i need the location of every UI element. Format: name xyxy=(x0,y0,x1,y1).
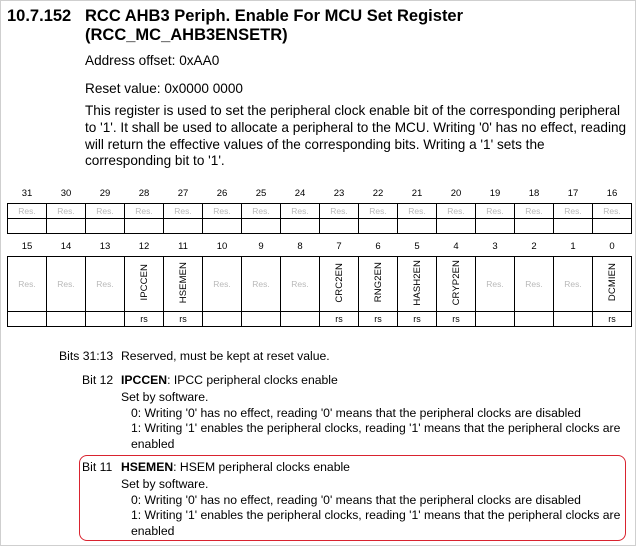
bit-access xyxy=(554,218,593,233)
bit-access xyxy=(515,218,554,233)
bit-field: Res. xyxy=(554,256,593,311)
bit-access: rs xyxy=(593,311,632,326)
register-table-upper xyxy=(7,184,632,234)
bit-number: 17 xyxy=(567,187,579,199)
bit-access xyxy=(554,311,593,326)
bit-number: 21 xyxy=(411,187,423,199)
bit-access xyxy=(242,311,281,326)
bit-field: Res. xyxy=(203,203,242,218)
bit-access xyxy=(320,218,359,233)
register-table-lower xyxy=(7,237,632,327)
bit-access xyxy=(86,311,125,326)
bit-number: 4 xyxy=(453,240,459,252)
access-row xyxy=(8,218,632,233)
bit-field: Res. xyxy=(86,203,125,218)
bit-access xyxy=(8,218,47,233)
bit-number: 13 xyxy=(99,240,111,252)
bit-number: 30 xyxy=(60,187,72,199)
field-row xyxy=(8,203,632,218)
bit-field: Res. xyxy=(281,256,320,311)
bit-field: Res. xyxy=(476,203,515,218)
bit-number: 31 xyxy=(21,187,33,199)
bit12-value1: 1: Writing '1' enables the peripheral clocks, reading '1' means that the peripheral clocks are enabled xyxy=(131,421,621,451)
bit-field: Res. xyxy=(281,203,320,218)
bit-access xyxy=(125,218,164,233)
field-name: CRYP2EN xyxy=(450,259,462,306)
bit12-label: Bit 12 xyxy=(82,373,114,387)
bit-field: Res. xyxy=(398,203,437,218)
bit-number: 10 xyxy=(216,240,228,252)
bit-number: 2 xyxy=(531,240,537,252)
bit-field: Res. xyxy=(47,256,86,311)
bit11-label: Bit 11 xyxy=(82,460,113,474)
bit-access xyxy=(47,218,86,233)
bit-access xyxy=(164,218,203,233)
bit-access xyxy=(281,311,320,326)
bit-access: rs xyxy=(125,311,164,326)
bit-number: 25 xyxy=(255,187,267,199)
bit-access: rs xyxy=(398,311,437,326)
field-name: HASH2EN xyxy=(411,259,423,306)
bit-access xyxy=(8,311,47,326)
bit-field xyxy=(164,256,203,311)
bit-number: 16 xyxy=(606,187,618,199)
bit-access xyxy=(203,218,242,233)
bit-field: Res. xyxy=(47,203,86,218)
bit-field: Res. xyxy=(554,203,593,218)
bit-number: 8 xyxy=(297,240,303,252)
bit12-field-name: IPCCEN xyxy=(121,373,168,387)
reserved-bits-label: Bits 31:13 xyxy=(59,349,114,363)
bit-number: 15 xyxy=(21,240,33,252)
bit-field: Res. xyxy=(515,203,554,218)
bit12-field-desc: : IPCC peripheral clocks enable xyxy=(167,373,338,387)
bit-field: Res. xyxy=(437,203,476,218)
bit-number: 28 xyxy=(138,187,150,199)
bit-number: 7 xyxy=(336,240,342,252)
bit-number-row xyxy=(8,237,632,256)
bit-field: Res. xyxy=(359,203,398,218)
bit11-field-desc: : HSEM peripheral clocks enable xyxy=(173,460,350,474)
bit12-heading xyxy=(121,372,338,388)
bit-access: rs xyxy=(164,311,203,326)
bit-access xyxy=(242,218,281,233)
bit-field: Res. xyxy=(8,203,47,218)
reset-value: Reset value: 0x0000 0000 xyxy=(85,81,243,96)
bit-number: 12 xyxy=(138,240,150,252)
bit11-heading xyxy=(121,459,350,475)
bit-number: 26 xyxy=(216,187,228,199)
bit-field: Res. xyxy=(164,203,203,218)
access-row xyxy=(8,311,632,326)
bit-access xyxy=(437,218,476,233)
bit-access xyxy=(86,218,125,233)
section-title: RCC AHB3 Periph. Enable For MCU Set Register (RCC_MC_AHB3ENSETR) xyxy=(85,7,464,44)
bit-field: Res. xyxy=(320,203,359,218)
bit-field: Res. xyxy=(515,256,554,311)
bit11-value0: 0: Writing '0' has no effect, reading '0' means that the peripheral clocks are disabled xyxy=(131,493,581,507)
bit-access xyxy=(398,218,437,233)
field-name: HSEMEN xyxy=(177,261,189,304)
address-offset: Address offset: 0xAA0 xyxy=(85,53,220,68)
bit-access xyxy=(359,218,398,233)
bit11-set: Set by software. xyxy=(121,477,209,491)
bit-field xyxy=(437,256,476,311)
bit-field: Res. xyxy=(86,256,125,311)
bit-number-row xyxy=(8,184,632,203)
reserved-bits-text: Reserved, must be kept at reset value. xyxy=(121,349,330,363)
bit-number: 22 xyxy=(372,187,384,199)
bit-number: 27 xyxy=(177,187,189,199)
bit-number: 0 xyxy=(609,240,615,252)
bit-access xyxy=(476,311,515,326)
bit11-field-name: HSEMEN xyxy=(121,460,174,474)
bit12-set: Set by software. xyxy=(121,390,209,404)
bit-field: Res. xyxy=(242,256,281,311)
bit-field xyxy=(320,256,359,311)
bit-field xyxy=(125,256,164,311)
bit-access xyxy=(281,218,320,233)
field-name: RNG2EN xyxy=(372,262,384,303)
bit-number: 29 xyxy=(99,187,111,199)
section-number: 10.7.152 xyxy=(7,7,72,25)
bit-number: 11 xyxy=(178,240,188,252)
bit12-value0: 0: Writing '0' has no effect, reading '0' means that the peripheral clocks are disabled xyxy=(131,406,581,420)
bit-number: 24 xyxy=(294,187,306,199)
bit-number: 9 xyxy=(258,240,264,252)
bit-number: 19 xyxy=(489,187,501,199)
register-description: This register is used to set the peripheral clock enable bit of the corresponding peripheral to '1'. It shall be used to allocate a peripheral to the MCU. Writing '0' has no effect, reading will return the effective values of the corresponding bits. Writing a '1' sets the corresponding bit to '1'. xyxy=(85,103,627,169)
bit-field: Res. xyxy=(242,203,281,218)
bit-field xyxy=(593,256,632,311)
section-heading xyxy=(7,7,605,45)
bit-access xyxy=(593,218,632,233)
bit-field: Res. xyxy=(8,256,47,311)
bit-access xyxy=(203,311,242,326)
bit-number: 5 xyxy=(414,240,420,252)
bit-access xyxy=(476,218,515,233)
bit-field: Res. xyxy=(125,203,164,218)
field-name: IPCCEN xyxy=(138,264,150,301)
bit11-value1: 1: Writing '1' enables the peripheral clocks, reading '1' means that the peripheral clocks are enabled xyxy=(131,508,621,538)
bit-field: Res. xyxy=(593,203,632,218)
field-name: DCMIEN xyxy=(606,263,618,302)
bit-field: Res. xyxy=(203,256,242,311)
bit-access: rs xyxy=(320,311,359,326)
bit-access: rs xyxy=(437,311,476,326)
bit-number: 20 xyxy=(450,187,462,199)
bit-access: rs xyxy=(359,311,398,326)
bit-field xyxy=(359,256,398,311)
bit-number: 6 xyxy=(375,240,381,252)
bit-field xyxy=(398,256,437,311)
bit-number: 1 xyxy=(570,240,576,252)
field-name: CRC2EN xyxy=(333,262,345,303)
bit-number: 14 xyxy=(60,240,72,252)
bit-access xyxy=(47,311,86,326)
bit-number: 3 xyxy=(492,240,498,252)
bit-number: 18 xyxy=(528,187,540,199)
bit-number: 23 xyxy=(333,187,345,199)
bit-field: Res. xyxy=(476,256,515,311)
bit-access xyxy=(515,311,554,326)
field-row xyxy=(8,256,632,311)
